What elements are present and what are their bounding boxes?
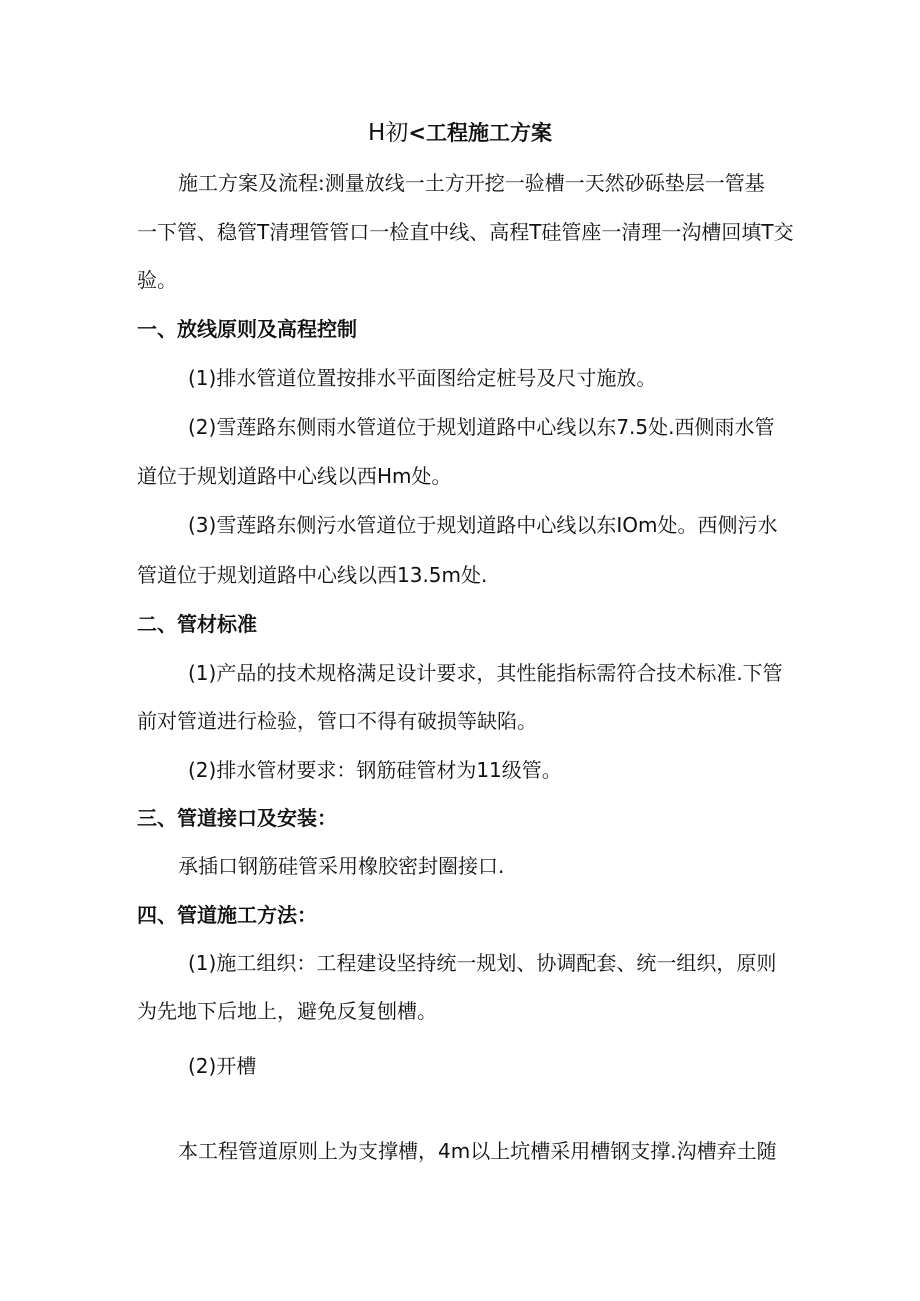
s1-p3-line-1: (3)雪莲路东侧污水管道位于规划道路中心线以东IOm处。西侧污水	[188, 513, 778, 537]
s3-p1-line-1: 承插口钢筋硅管采用橡胶密封圈接口.	[178, 854, 505, 878]
s1-p2-line-1: (2)雪莲路东侧雨水管道位于规划道路中心线以东7.5处.西侧雨水管	[188, 415, 775, 439]
s4-p2-line-1: (2)开槽	[188, 1054, 257, 1078]
title-lead: H初	[368, 120, 409, 146]
s2-p2-line-1: (2)排水管材要求：钢筋硅管材为11级管。	[188, 758, 562, 782]
s4-p3-line-1: 本工程管道原则上为支撑槽，4m以上坑槽采用槽钢支撑.沟槽弃土随	[178, 1139, 777, 1163]
section-heading-3: 三、管道接口及安装：	[137, 806, 337, 830]
intro-line-3: 验。	[137, 268, 177, 292]
s2-p1-line-1: (1)产品的技术规格满足设计要求，其性能指标需符合技术标准.下管	[188, 661, 783, 685]
s4-p1-line-1: (1)施工组织：工程建设坚持统一规划、协调配套、统一组织，原则	[188, 951, 777, 975]
s1-p3-line-2: 管道位于规划道路中心线以西13.5m处.	[137, 563, 488, 587]
s4-p1-line-2: 为先地下后地上，避免反复刨槽。	[137, 999, 437, 1023]
title-rest: <工程施工方案	[408, 121, 552, 145]
section-heading-4: 四、管道施工方法：	[137, 903, 317, 927]
s1-p2-line-2: 道位于规划道路中心线以西Hm处。	[137, 464, 452, 488]
section-heading-1: 一、放线原则及高程控制	[137, 317, 357, 341]
intro-line-1: 施工方案及流程:测量放线一土方开挖一验槽一天然砂砾垫层一管基	[178, 171, 765, 195]
s1-p1-line-1: (1)排水管道位置按排水平面图给定桩号及尺寸施放。	[188, 366, 657, 390]
s2-p1-line-2: 前对管道进行检验，管口不得有破损等缺陷。	[137, 709, 537, 733]
section-heading-2: 二、管材标准	[137, 612, 257, 636]
document-title	[0, 114, 920, 152]
intro-line-2: 一下管、稳管T清理管管口一检直中线、高程T硅管座一清理一沟槽回填T交	[137, 220, 794, 244]
